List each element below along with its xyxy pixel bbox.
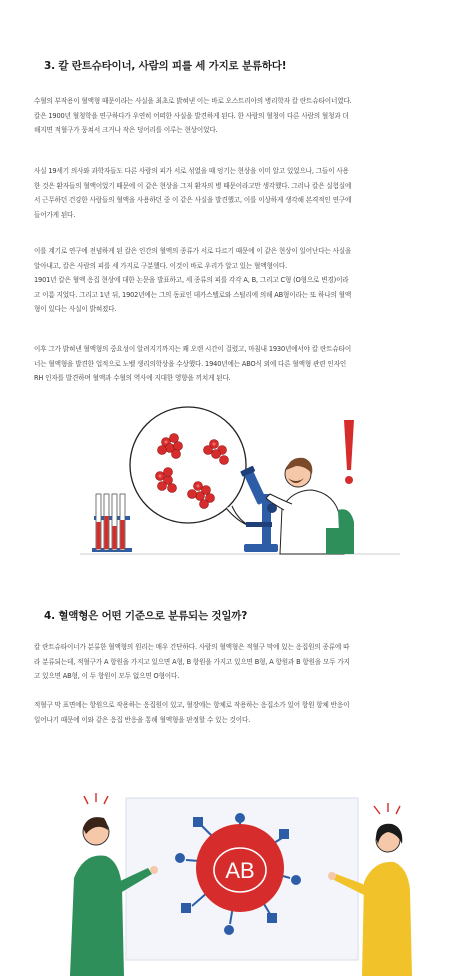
exclamation-mark-icon <box>344 420 354 484</box>
section-3-paragraph-3: 이를 계기로 연구에 전념하게 된 칼은 인간의 혈액의 종류가 서로 다르기 때문에 이 같은 현상이 일어난다는 사실을 알아내고, 칼은 사람의 피를 세 가지로 구분했다. 이것이 바로 우리가 알고 있는 혈액형이다. 1901년 칼은 혈액 응집 현상에 대한 논문을 발표하고, 세 종류의 피를 각각 A, B, 그리고 C형 (O형으로 변경)이라 고 이름 지었다. 그리고 1년 뒤, 1902년에는 그의 동료인 데카스텔로와 스털리에 의해 AB형이라는 또 하나의 혈액 형이 있다는 사실이 밝혀졌다. <box>34 247 352 313</box>
section-3-paragraph-4: 이후 그가 밝혀낸 혈액형의 중요성이 알려지기까지는 꽤 오랜 시간이 걸렸고, 마침내 1930년에서야 칼 란트슈타이 너는 혈액형을 발견한 업적으로 노벨 생리의학상을 수상했다. 1940년에는 ABO식 외에 다른 혈액형 관련 인자인 RH 인자를 발견하며 혈액과 수혈의 역사에 지대한 영향을 끼치게 된다. <box>34 345 352 382</box>
section-4-heading: 4. 혈액형은 어떤 기준으로 분류되는 것일까? <box>44 610 248 622</box>
section-4-paragraph-2: 적혈구 막 표면에는 항원으로 작용하는 응집원이 있고, 혈장에는 항체로 작용하는 응집소가 있어 항원 항체 반응이 일어나기 때문에 이와 같은 응집 반응을 통해 혈액형을 판정할 수 있는 것이다. <box>34 701 350 724</box>
ab-label: AB <box>225 858 255 883</box>
ab-blood-type-illustration <box>0 778 474 978</box>
section-3-heading: 3. 칼 란트슈타이너, 사람의 피를 세 가지로 분류하다! <box>44 60 287 72</box>
section-4-paragraph-1: 칼 란트슈타이너가 분류한 혈액형의 원리는 매우 간단하다. 사람의 혈액형은 적혈구 막에 있는 응집원의 종류에 따 라 분류되는데, 적혈구가 A 항원을 가지고 있으면 A형, B 항원을 가지고 있으면 B형, A 항원과 B 항원을 모두 가지 고 있으면 AB형, 이 두 항원이 모두 없으면 O형이다. <box>34 643 350 680</box>
section-3-paragraph-2: 사실 19세기 의사와 과학자들도 다른 사람의 피가 서로 섞였을 때 엉기는 현상을 이미 알고 있었으나, 그들이 사용 한 것은 환자들의 혈액이었기 때문에 이 같은 현상을 그저 환자의 병 때문이라고만 생각했다. 그러나 칼은 실험실에 서 근무하던 건강한 사람들의 혈액을 사용하던 중 이 같은 사실을 발견했고, 이를 이상하게 생각해 본격적인 연구에 들어가게 된다. <box>34 167 352 219</box>
scientist-figure <box>266 458 354 554</box>
section-3-paragraph-1: 수혈의 부작용이 혈액형 때문이라는 사실을 최초로 밝혀낸 이는 바로 오스트리아의 병리학자 칼 란트슈타이너였다. 칼은 1900년 혈청학을 연구하다가 우연히 어떠한 사실을 발견하게 된다. 한 사람의 혈청이 다른 사람의 혈청과 더 해지면 적혈구가 뭉쳐서 크거나 작은 덩어리를 이루는 현상이었다. <box>34 97 352 134</box>
microscope-illustration <box>0 398 474 578</box>
test-tube-rack <box>92 494 132 552</box>
microscope-icon <box>240 466 278 552</box>
blood-cells-bubble <box>130 407 250 526</box>
